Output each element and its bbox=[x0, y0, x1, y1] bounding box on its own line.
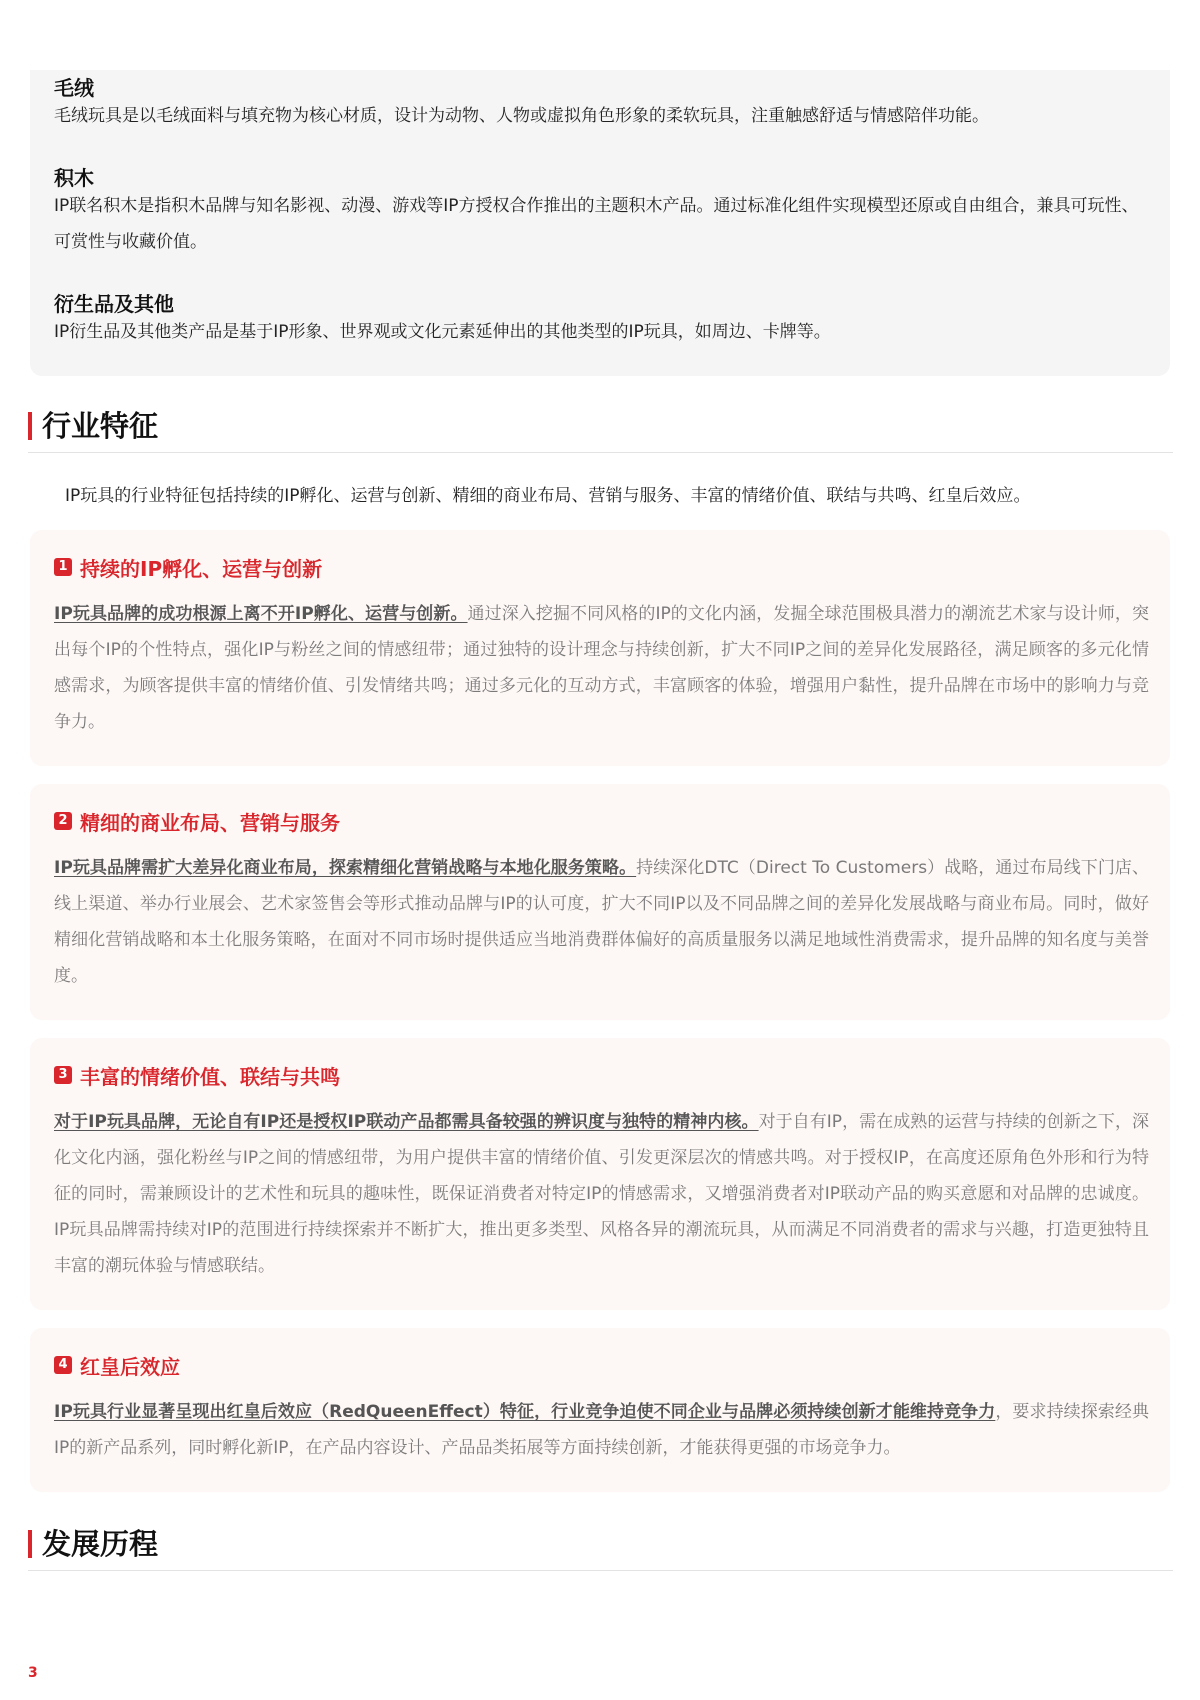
category-title-blocks: 积木 bbox=[54, 166, 94, 190]
feature-detail-text: 通过深入挖掘不同风格的IP的文化内涵，发掘全球范围极具潜力的潮流艺术家与设计师，突出每个IP的个性特点，强化IP与粉丝之间的情感纽带；通过独特的设计理念与持续创新，扩大不同IP之间的差异化发展路径，满足顾客的多元化情感需求，为顾客提供丰富的情绪价值、引发情绪共鸣；通过多元化的互动方式，丰富顾客的体验，增强用户黏性，提升品牌在市场中的影响力与竞争力。 bbox=[54, 604, 1150, 732]
feature-card-title: 红皇后效应 bbox=[80, 1355, 180, 1379]
section-header-history bbox=[28, 1514, 1173, 1571]
feature-card bbox=[30, 784, 1170, 1020]
section-accent-bar bbox=[28, 1530, 32, 1558]
feature-lead-text: IP玩具品牌需扩大差异化商业布局，探索精细化营销战略与本地化服务策略。 bbox=[54, 858, 637, 878]
feature-card bbox=[30, 1328, 1170, 1492]
feature-card-body bbox=[54, 1104, 1149, 1284]
feature-lead-text: IP玩具品牌的成功根源上离不开IP孵化、运营与创新。 bbox=[54, 604, 468, 624]
section-header-features bbox=[28, 396, 1173, 453]
feature-lead-text: 对于IP玩具品牌，无论自有IP还是授权IP联动产品都需具备较强的辨识度与独特的精神内核。 bbox=[54, 1112, 759, 1132]
feature-card-body bbox=[54, 850, 1149, 994]
number-badge: 1 bbox=[54, 558, 72, 576]
feature-card-title: 精细的商业布局、营销与服务 bbox=[80, 811, 340, 835]
section-title-history: 发展历程 bbox=[42, 1527, 159, 1561]
page-number: 3 bbox=[28, 1665, 38, 1681]
section-title-features: 行业特征 bbox=[42, 409, 159, 443]
feature-card-title: 丰富的情绪价值、联结与共鸣 bbox=[80, 1065, 340, 1089]
number-badge: 2 bbox=[54, 812, 72, 830]
feature-card-body bbox=[54, 1394, 1149, 1466]
category-text-derivatives: IP衍生品及其他类产品是基于IP形象、世界观或文化元素延伸出的其他类型的IP玩具，如周边、卡牌等。 bbox=[54, 322, 831, 342]
features-intro: IP玩具的行业特征包括持续的IP孵化、运营与创新、精细的商业布局、营销与服务、丰富的情绪价值、联结与共鸣、红皇后效应。 bbox=[65, 486, 1031, 506]
feature-detail-text: ，要求持续探索经典IP的新产品系列，同时孵化新IP，在产品内容设计、产品品类拓展等方面持续创新，才能获得更强的市场竞争力。 bbox=[54, 1402, 1150, 1458]
feature-card-body bbox=[54, 596, 1149, 740]
feature-card bbox=[30, 1038, 1170, 1310]
section-accent-bar bbox=[28, 412, 32, 440]
number-badge: 4 bbox=[54, 1356, 72, 1374]
feature-card-title: 持续的IP孵化、运营与创新 bbox=[80, 557, 323, 581]
category-box bbox=[30, 70, 1170, 376]
feature-lead-text: IP玩具行业显著呈现出红皇后效应（RedQueenEffect）特征，行业竞争迫使不同企业与品牌必须持续创新才能维持竞争力 bbox=[54, 1402, 996, 1422]
category-title-plush: 毛绒 bbox=[54, 76, 94, 100]
feature-detail-text: 持续深化DTC（Direct To Customers）战略，通过布局线下门店、线上渠道、举办行业展会、艺术家签售会等形式推动品牌与IP的认可度，扩大不同IP以及不同品牌之间的差异化发展战略与商业布局。同时，做好精细化营销战略和本土化服务策略，在面对不同市场时提供适应当地消费群体偏好的高质量服务以满足地域性消费需求，提升品牌的知名度与美誉度。 bbox=[54, 858, 1149, 986]
category-text-plush: 毛绒玩具是以毛绒面料与填充物为核心材质，设计为动物、人物或虚拟角色形象的柔软玩具，注重触感舒适与情感陪伴功能。 bbox=[54, 106, 989, 126]
category-title-derivatives: 衍生品及其他 bbox=[54, 292, 174, 316]
feature-card bbox=[30, 530, 1170, 766]
category-text-blocks: IP联名积木是指积木品牌与知名影视、动漫、游戏等IP方授权合作推出的主题积木产品。通过标准化组件实现模型还原或自由组合，兼具可玩性、可赏性与收藏价值。 bbox=[54, 196, 1139, 252]
feature-detail-text: 对于自有IP，需在成熟的运营与持续的创新之下，深化文化内涵，强化粉丝与IP之间的情感纽带，为用户提供丰富的情绪价值、引发更深层次的情感共鸣。对于授权IP，在高度还原角色外形和行为特征的同时，需兼顾设计的艺术性和玩具的趣味性，既保证消费者对特定IP的情感需求，又增强消费者对IP联动产品的购买意愿和对品牌的忠诚度。IP玩具品牌需持续对IP的范围进行持续探索并不断扩大，推出更多类型、风格各异的潮流玩具，从而满足不同消费者的需求与兴趣，打造更独特且丰富的潮玩体验与情感联结。 bbox=[54, 1112, 1150, 1276]
number-badge: 3 bbox=[54, 1066, 72, 1084]
